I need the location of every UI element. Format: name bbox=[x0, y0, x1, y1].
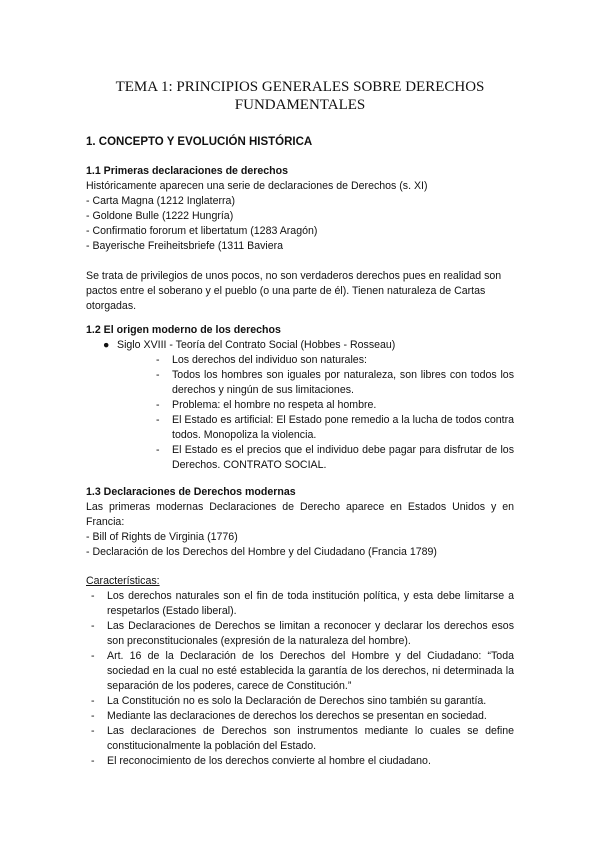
bullet-item bbox=[86, 338, 514, 353]
text-line: Históricamente aparecen una serie de declaraciones de Derechos (s. XI) bbox=[86, 180, 428, 192]
text-line: - Carta Magna (1212 Inglaterra) bbox=[86, 195, 235, 207]
list-item: - El Estado es artificial: El Estado pone remedio a la lucha de todos contra todos. Monopoliza la violencia. bbox=[86, 413, 514, 443]
list-item: - Los derechos del individuo son naturales: bbox=[86, 353, 514, 368]
document-title bbox=[60, 78, 540, 114]
features-list bbox=[86, 589, 514, 769]
list-item: - Mediante las declaraciones de derechos los derechos se presentan en sociedad. bbox=[86, 709, 514, 724]
subsection-1-1 bbox=[86, 164, 514, 314]
bullet-icon: ● bbox=[103, 339, 110, 351]
text-line: - Goldone Bulle (1222 Hungría) bbox=[86, 210, 234, 222]
subsection-1-3 bbox=[86, 485, 514, 769]
list-item: - Todos los hombres son iguales por naturaleza, son libres con todos los derechos y ningún de sus limitaciones. bbox=[86, 368, 514, 398]
text-line: - Confirmatio fororum et libertatum (1283 Aragón) bbox=[86, 225, 318, 237]
text-line: - Declaración de los Derechos del Hombre y del Ciudadano (Francia 1789) bbox=[86, 546, 437, 558]
paragraph: Las primeras modernas Declaraciones de Derecho aparece en Estados Unidos y en Francia: bbox=[86, 501, 514, 528]
list-item: - Problema: el hombre no respeta al hombre. bbox=[86, 398, 514, 413]
features-label: Características: bbox=[86, 575, 160, 587]
subsection-1-2 bbox=[86, 323, 514, 473]
dash-list bbox=[86, 353, 514, 473]
bullet-text: Siglo XVIII - Teoría del Contrato Social (Hobbes - Rosseau) bbox=[117, 339, 396, 351]
list-item: - El reconocimiento de los derechos convierte al hombre el ciudadano. bbox=[86, 754, 514, 769]
list-item: - La Constitución no es solo la Declaración de Derechos sino también su garantía. bbox=[86, 694, 514, 709]
title-line: TEMA 1: PRINCIPIOS GENERALES SOBRE DERECHOS bbox=[115, 79, 485, 95]
list-item: - Las declaraciones de Derechos son instrumentos mediante lo cuales se define constitucionalmente la población del Estado. bbox=[86, 724, 514, 754]
title-line: FUNDAMENTALES bbox=[234, 97, 366, 113]
list-item: - Los derechos naturales son el fin de toda institución política, y esta debe limitarse a respetarlos (Estado liberal). bbox=[86, 589, 514, 619]
text-line: - Bill of Rights de Virginia (1776) bbox=[86, 531, 238, 543]
paragraph: Se trata de privilegios de unos pocos, no son verdaderos derechos pues en realidad son pactos entre el soberano y el pueblo (o una parte de él). Tienen naturaleza de Cartas otorgadas. bbox=[86, 270, 502, 312]
subsection-heading: 1.3 Declaraciones de Derechos modernas bbox=[86, 486, 296, 498]
subsection-heading: 1.1 Primeras declaraciones de derechos bbox=[86, 165, 288, 177]
section-heading: 1. CONCEPTO Y EVOLUCIÓN HISTÓRICA bbox=[86, 136, 313, 148]
subsection-heading: 1.2 El origen moderno de los derechos bbox=[86, 324, 281, 336]
list-item: - El Estado es el precios que el individuo debe pagar para disfrutar de los Derechos. CONTRATO SOCIAL. bbox=[86, 443, 514, 473]
list-item: - Art. 16 de la Declaración de los Derechos del Hombre y del Ciudadano: “Toda sociedad en la cual no esté establecida la garantía de los derechos, ni determinada la separación de los poderes, carece de Constitución.” bbox=[86, 649, 514, 694]
list-item: - Las Declaraciones de Derechos se limitan a reconocer y declarar los derechos esos son preconstitucionales (expresión de la naturaleza del hombre). bbox=[86, 619, 514, 649]
text-line: - Bayerische Freiheitsbriefe (1311 Baviera bbox=[86, 240, 284, 252]
